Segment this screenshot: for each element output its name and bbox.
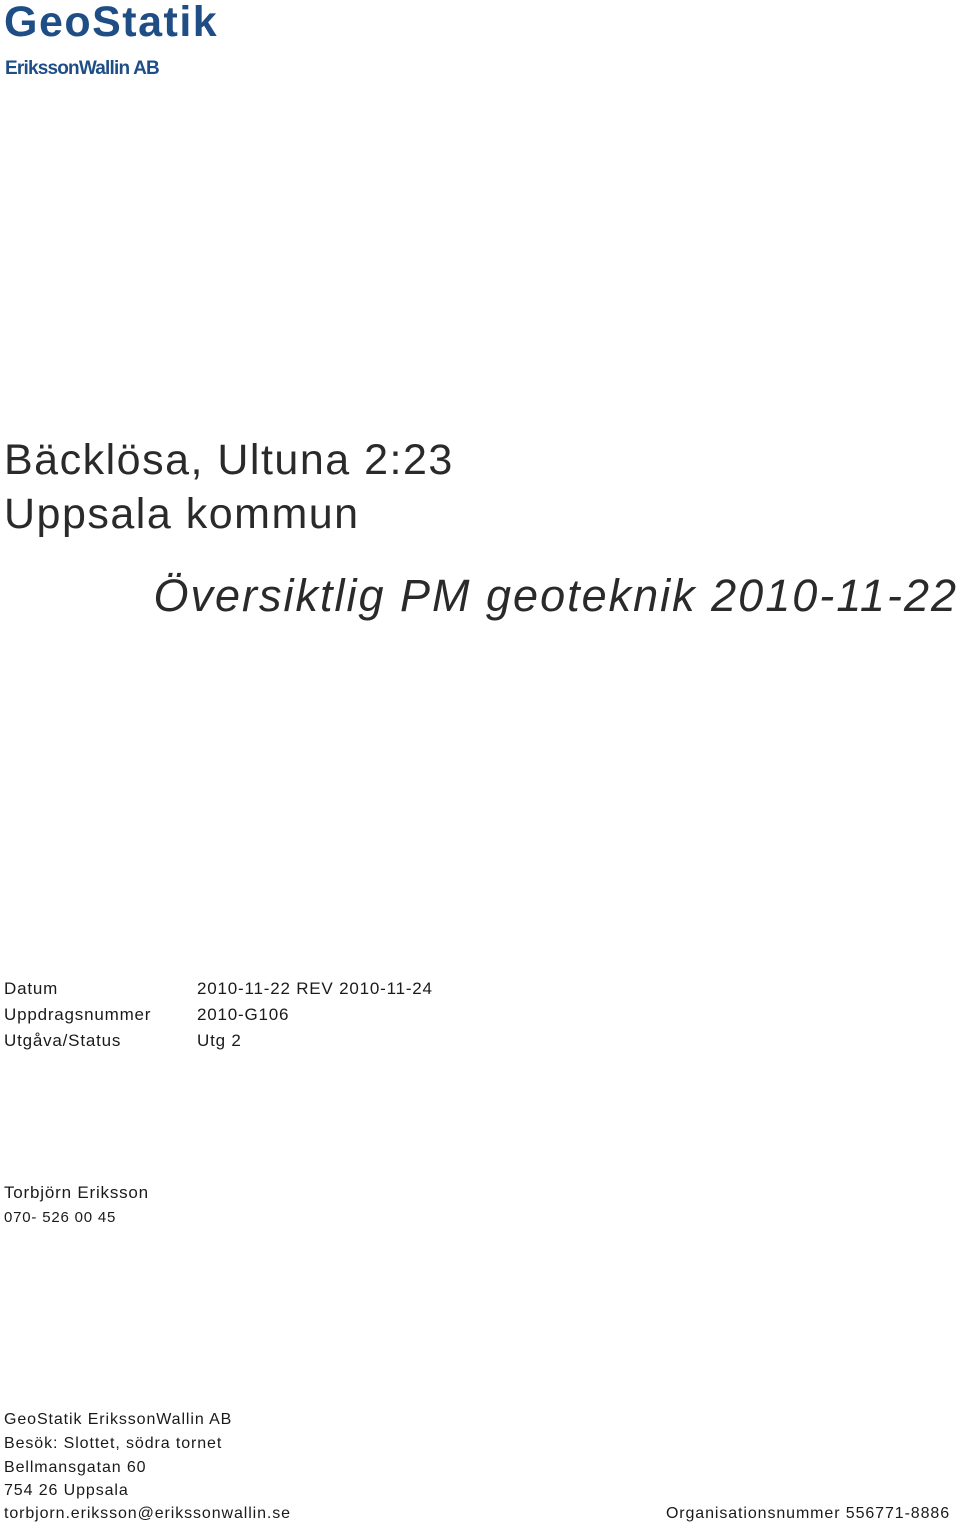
footer-org-number: Organisationsnummer 556771-8886 — [665, 1505, 950, 1522]
logo-subtitle: ErikssonWallin AB — [5, 58, 159, 79]
footer-postal: 754 26 Uppsala — [4, 1482, 129, 1499]
contact-name: Torbjörn Eriksson — [4, 1183, 149, 1202]
footer-visit-address: Besök: Slottet, södra tornet — [4, 1435, 223, 1452]
title-line-2: Uppsala kommun — [4, 490, 360, 538]
footer-email[interactable]: torbjorn.eriksson@erikssonwallin.se — [4, 1505, 291, 1522]
date-label: Datum — [4, 979, 59, 998]
date-value: 2010-11-22 REV 2010-11-24 — [197, 979, 433, 998]
assignment-label: Uppdragsnummer — [4, 1005, 152, 1024]
status-label: Utgåva/Status — [4, 1031, 122, 1050]
title-line-1: Bäcklösa, Ultuna 2:23 — [4, 436, 454, 484]
status-value: Utg 2 — [197, 1031, 242, 1050]
footer-company: GeoStatik ErikssonWallin AB — [4, 1411, 233, 1428]
assignment-value: 2010-G106 — [197, 1005, 290, 1024]
footer-street: Bellmansgatan 60 — [4, 1459, 147, 1476]
contact-phone: 070- 526 00 45 — [4, 1209, 117, 1226]
logo-wordmark: GeoStatik — [4, 0, 219, 46]
document-subtitle: Översiktlig PM geoteknik 2010-11-22 — [153, 570, 958, 621]
